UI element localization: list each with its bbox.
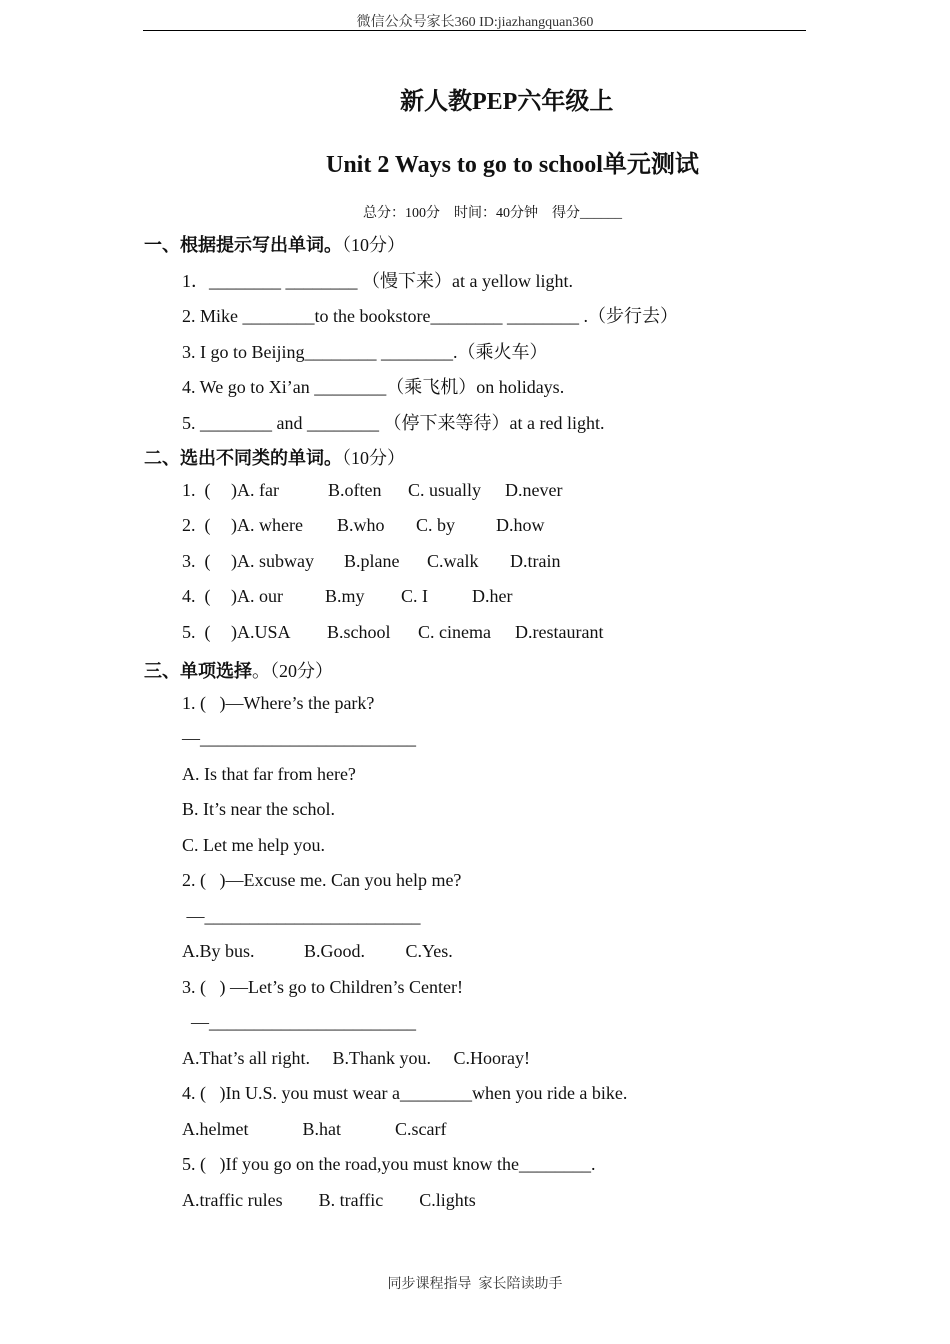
s3-option-b: B. It’s near the schol.: [182, 799, 335, 819]
s1-question-2: 2. Mike ________to the bookstore________ ________ .（步行去）: [182, 306, 678, 326]
s1-question-3: 3. I go to Beijing________ ________.（乘火车）: [182, 342, 548, 362]
s3-answer-line-2: —________________________: [182, 906, 421, 926]
section-2-title: 二、选出不同类的单词。: [144, 448, 342, 468]
s3-question-3: 3. ( ) —Let’s go to Children’s Center!: [182, 977, 463, 997]
s1-question-4: 4. We go to Xi’an ________（乘飞机）on holidays.: [182, 377, 565, 397]
page-subtitle: Unit 2 Ways to go to school单元测试: [326, 152, 699, 178]
s3-option-c: C. Let me help you.: [182, 835, 325, 855]
s2-question-3: 3. ( )A. subway B.plane C.walk D.train: [182, 551, 561, 571]
section-1-heading: [144, 231, 405, 257]
s2-question-2: 2. ( )A. where B.who C. by D.how: [182, 515, 545, 535]
score-info: 总分：100分 时间：40分钟 得分______: [363, 206, 622, 221]
s3-options-5: A.traffic rules B. traffic C.lights: [182, 1190, 476, 1210]
section-3-heading: [144, 657, 333, 683]
section-3-title: 三、单项选择: [144, 661, 252, 681]
section-1-title: 一、根据提示写出单词。: [144, 235, 342, 255]
page-title: 新人教PEP六年级上: [400, 89, 614, 115]
s3-option-a: A. Is that far from here?: [182, 764, 356, 784]
s3-answer-line-1: —________________________: [182, 728, 416, 748]
header-divider: [143, 30, 806, 31]
s1-question-5: 5. ________ and ________ （停下来等待）at a red light.: [182, 413, 605, 433]
s2-question-1: 1. ( )A. far B.often C. usually D.never: [182, 480, 563, 500]
section-1-points: （10分）: [342, 235, 405, 255]
s3-question-4: 4. ( )In U.S. you must wear a________when you ride a bike.: [182, 1083, 628, 1103]
section-3-points: 。（20分）: [252, 661, 333, 681]
s3-question-1: 1. ( )—Where’s the park?: [182, 693, 375, 713]
section-2-points: （10分）: [342, 448, 405, 468]
page-header: 微信公众号家长360 ID:jiazhangquan360: [356, 15, 594, 30]
s1-question-1: 1．________ ________ （慢下来）at a yellow light.: [182, 271, 573, 291]
s2-question-4: 4. ( )A. our B.my C. I D.her: [182, 586, 513, 606]
s3-question-2: 2. ( )—Excuse me. Can you help me?: [182, 870, 462, 890]
s2-question-5: 5. ( )A.USA B.school C. cinema D.restaurant: [182, 622, 604, 642]
s3-answer-line-3: —_______________________: [182, 1012, 416, 1032]
section-2-heading: [144, 444, 405, 470]
page-footer: 同步课程指导 家长陪读助手: [387, 1277, 563, 1292]
s3-options-2: A.By bus. B.Good. C.Yes.: [182, 941, 453, 961]
s3-question-5: 5. ( )If you go on the road,you must know the________.: [182, 1154, 596, 1174]
s3-options-3: A.That’s all right. B.Thank you. C.Hooray!: [182, 1048, 530, 1068]
s3-options-4: A.helmet B.hat C.scarf: [182, 1119, 447, 1139]
